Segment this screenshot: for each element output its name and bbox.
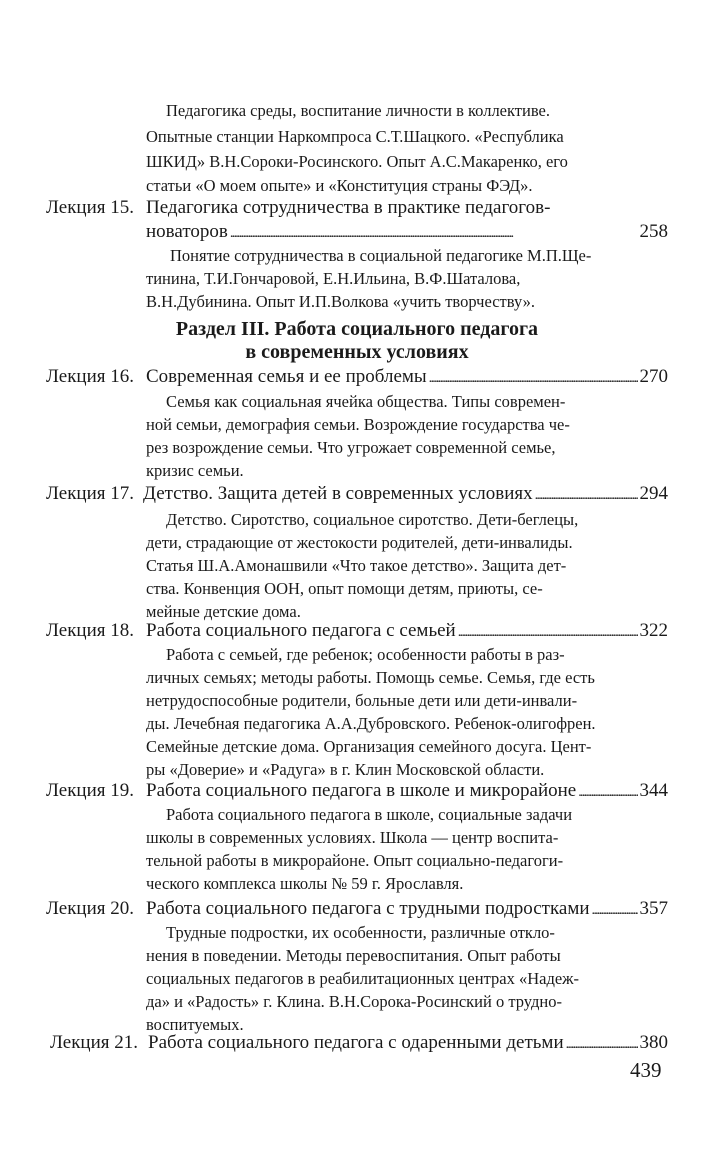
lecture-label: Лекция 17. (46, 483, 134, 504)
leader-dots (429, 366, 638, 390)
lecture-desc: Семейные детские дома. Организация семейного досуга. Цент- (146, 737, 592, 756)
lecture-desc: В.Н.Дубинина. Опыт И.П.Волкова «учить творчеству». (146, 292, 536, 311)
toc-entry-line[interactable] (146, 366, 668, 390)
lecture-desc: Детство. Сиротство, социальное сиротство. Дети-беглецы, (166, 510, 579, 529)
lecture-label: Лекция 15. (46, 197, 134, 218)
page-ref: 357 (639, 898, 668, 919)
page-ref: 344 (639, 780, 668, 801)
leader-dots (230, 221, 638, 245)
lecture-title: Детство. Защита детей в современных условиях (143, 483, 533, 504)
intro-line: Педагогика среды, воспитание личности в коллективе. (166, 101, 550, 120)
lecture-title: Работа социального педагога в школе и микрорайоне (146, 780, 577, 801)
lecture-title: Современная семья и ее проблемы (146, 366, 427, 387)
lecture-label: Лекция 19. (46, 780, 134, 801)
lecture-desc: Трудные подростки, их особенности, различные откло- (166, 923, 555, 942)
toc-entry-line[interactable] (146, 780, 668, 804)
lecture-desc: ства. Конвенция ООН, опыт помощи детям, приюты, се- (146, 579, 543, 598)
leader-dots (592, 898, 638, 922)
lecture-desc: да» и «Радость» г. Клина. В.Н.Сорока-Росинский о трудно- (146, 992, 562, 1011)
lecture-title: новаторов (146, 221, 228, 242)
page-number: 439 (630, 1058, 662, 1082)
lecture-title: Работа социального педагога с семьей (146, 620, 456, 641)
page-ref: 380 (639, 1032, 668, 1053)
toc-entry-line[interactable] (148, 1032, 668, 1056)
lecture-desc: ческого комплекса школы № 59 г. Ярославля. (146, 874, 464, 893)
lecture-label: Лекция 16. (46, 366, 134, 387)
lecture-desc: личных семьях; методы работы. Помощь семье. Семья, где есть (146, 668, 595, 687)
lecture-desc: кризис семьи. (146, 461, 244, 480)
leader-dots (566, 1032, 638, 1056)
lecture-desc: Семья как социальная ячейка общества. Типы современ- (166, 392, 566, 411)
toc-entry-line[interactable] (146, 221, 668, 245)
lecture-desc: Работа социального педагога в школе, социальные задачи (166, 805, 573, 824)
lecture-desc: Понятие сотрудничества в социальной педагогике М.П.Ще- (170, 246, 592, 265)
lecture-desc: рез возрождение семьи. Что угрожает современной семье, (146, 438, 556, 457)
leader-dots (458, 620, 638, 644)
lecture-desc: мейные детские дома. (146, 602, 301, 621)
intro-line: статьи «О моем опыте» и «Конституция страны ФЭД». (146, 176, 533, 195)
lecture-desc: Статья Ш.А.Амонашвили «Что такое детство». Защита дет- (146, 556, 567, 575)
lecture-desc: нетрудоспособные родители, больные дети или дети-инвали- (146, 691, 578, 710)
lecture-title: Работа социального педагога с трудными подростками (146, 898, 590, 919)
leader-dots (535, 483, 638, 507)
lecture-desc: ной семьи, демография семьи. Возрождение государства че- (146, 415, 570, 434)
page-ref: 322 (639, 620, 668, 641)
lecture-title: Работа социального педагога с одаренными детьми (148, 1032, 564, 1053)
lecture-desc: Работа с семьей, где ребенок; особенности работы в раз- (166, 645, 565, 664)
leader-dots (578, 780, 637, 804)
section-title: Раздел III. Работа социального педагога (175, 318, 539, 340)
lecture-desc: тельной работы в микрорайоне. Опыт социально-педагоги- (146, 851, 564, 870)
toc-entry-line[interactable] (146, 620, 668, 644)
lecture-desc: нения в поведении. Методы перевоспитания. Опыт работы (146, 946, 561, 965)
lecture-label: Лекция 20. (46, 898, 134, 919)
lecture-label: Лекция 18. (46, 620, 134, 641)
page-ref: 270 (639, 366, 668, 387)
lecture-desc: дети, страдающие от жестокости родителей, дети-инвалиды. (146, 533, 573, 552)
lecture-label: Лекция 21. (50, 1032, 138, 1053)
toc-entry-line[interactable] (143, 483, 668, 507)
page-ref: 294 (639, 483, 668, 504)
intro-line: Опытные станции Наркомпроса С.Т.Шацкого. «Республика (146, 127, 564, 146)
lecture-desc: ды. Лечебная педагогика А.А.Дубровского. Ребенок-олигофрен. (146, 714, 596, 733)
lecture-title: Педагогика сотрудничества в практике педагогов- (146, 197, 551, 218)
page-ref: 258 (639, 221, 668, 242)
lecture-desc: воспитуемых. (146, 1015, 244, 1034)
lecture-desc: школы в современных условиях. Школа — центр воспита- (146, 828, 559, 847)
section-subtitle: в современных условиях (245, 341, 469, 363)
intro-line: ШКИД» В.Н.Сороки-Росинского. Опыт А.С.Макаренко, его (146, 152, 568, 171)
lecture-desc: ры «Доверие» и «Радуга» в г. Клин Московской области. (146, 760, 545, 779)
toc-entry-line[interactable] (146, 898, 668, 922)
lecture-desc: социальных педагогов в реабилитационных центрах «Надеж- (146, 969, 580, 988)
lecture-desc: тинина, Т.И.Гончаровой, Е.Н.Ильина, В.Ф.Шаталова, (146, 269, 521, 288)
